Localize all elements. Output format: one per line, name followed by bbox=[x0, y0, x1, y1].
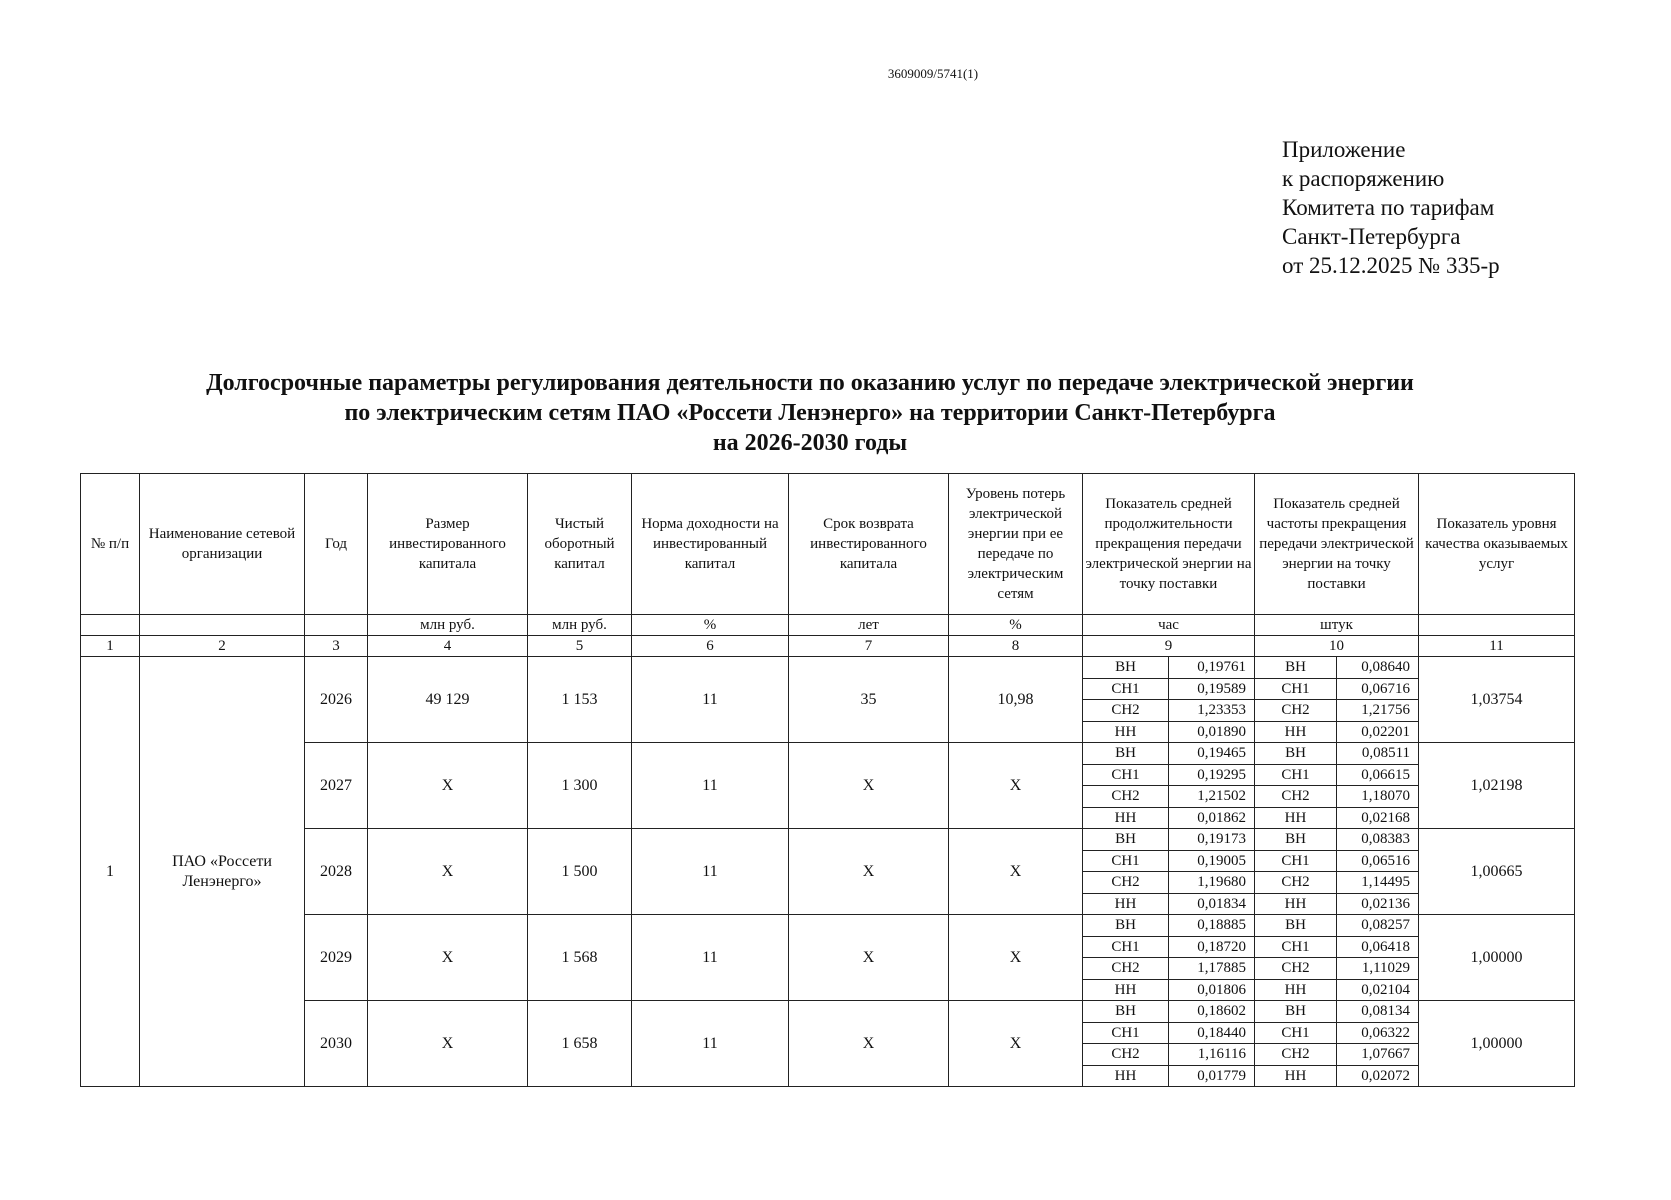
frequency-level: НН bbox=[1255, 979, 1337, 1001]
duration-level: НН bbox=[1083, 721, 1169, 743]
frequency-level: СН2 bbox=[1255, 1044, 1337, 1066]
duration-value: 1,21502 bbox=[1169, 786, 1255, 808]
duration-value: 0,19295 bbox=[1169, 764, 1255, 786]
capital-cell: Х bbox=[368, 1001, 528, 1087]
duration-level: СН1 bbox=[1083, 850, 1169, 872]
duration-level: СН1 bbox=[1083, 936, 1169, 958]
duration-level: ВН bbox=[1083, 743, 1169, 765]
frequency-level: НН bbox=[1255, 1065, 1337, 1087]
unit-cell: лет bbox=[789, 615, 949, 636]
unit-cell: % bbox=[949, 615, 1083, 636]
frequency-value: 1,21756 bbox=[1337, 700, 1419, 722]
working-capital-cell: 1 500 bbox=[528, 829, 632, 915]
duration-value: 0,19761 bbox=[1169, 657, 1255, 679]
unit-cell: штук bbox=[1255, 615, 1419, 636]
duration-level: НН bbox=[1083, 893, 1169, 915]
frequency-level: СН2 bbox=[1255, 958, 1337, 980]
header-cell: Норма доходности на инвестированный капитал bbox=[632, 474, 789, 615]
title-line: на 2026-2030 годы bbox=[712, 430, 908, 456]
column-number: 8 bbox=[949, 636, 1083, 657]
frequency-value: 0,08257 bbox=[1337, 915, 1419, 937]
frequency-level: ВН bbox=[1255, 743, 1337, 765]
duration-value: 0,18602 bbox=[1169, 1001, 1255, 1023]
frequency-value: 0,06615 bbox=[1337, 764, 1419, 786]
duration-value: 1,19680 bbox=[1169, 872, 1255, 894]
duration-level: НН bbox=[1083, 979, 1169, 1001]
quality-cell: 1,02198 bbox=[1419, 743, 1575, 829]
duration-value: 0,01890 bbox=[1169, 721, 1255, 743]
working-capital-cell: 1 300 bbox=[528, 743, 632, 829]
header-cell: Наименование сетевой организации bbox=[140, 474, 305, 615]
duration-level: СН1 bbox=[1083, 1022, 1169, 1044]
duration-value: 0,18720 bbox=[1169, 936, 1255, 958]
unit-cell bbox=[305, 615, 368, 636]
column-numbers-row bbox=[81, 636, 1575, 657]
duration-value: 0,01834 bbox=[1169, 893, 1255, 915]
unit-cell: млн руб. bbox=[368, 615, 528, 636]
column-number: 6 bbox=[632, 636, 789, 657]
year-cell: 2027 bbox=[305, 743, 368, 829]
duration-level: СН2 bbox=[1083, 872, 1169, 894]
frequency-value: 0,02168 bbox=[1337, 807, 1419, 829]
quality-cell: 1,03754 bbox=[1419, 657, 1575, 743]
working-capital-cell: 1 153 bbox=[528, 657, 632, 743]
frequency-value: 0,08134 bbox=[1337, 1001, 1419, 1023]
duration-level: ВН bbox=[1083, 915, 1169, 937]
appendix-line: Санкт-Петербурга bbox=[1282, 224, 1461, 249]
rate-cell: 11 bbox=[632, 657, 789, 743]
losses-cell: 10,98 bbox=[949, 657, 1083, 743]
frequency-level: НН bbox=[1255, 893, 1337, 915]
duration-level: СН1 bbox=[1083, 764, 1169, 786]
frequency-level: СН2 bbox=[1255, 872, 1337, 894]
header-cell: Показатель уровня качества оказываемых услуг bbox=[1419, 474, 1575, 615]
term-cell: Х bbox=[789, 829, 949, 915]
duration-value: 1,16116 bbox=[1169, 1044, 1255, 1066]
frequency-value: 0,08383 bbox=[1337, 829, 1419, 851]
unit-cell bbox=[81, 615, 140, 636]
capital-cell: Х bbox=[368, 915, 528, 1001]
frequency-value: 0,06516 bbox=[1337, 850, 1419, 872]
duration-value: 0,19589 bbox=[1169, 678, 1255, 700]
frequency-level: НН bbox=[1255, 807, 1337, 829]
appendix-block bbox=[1282, 135, 1500, 280]
duration-level: СН1 bbox=[1083, 678, 1169, 700]
duration-value: 0,19173 bbox=[1169, 829, 1255, 851]
frequency-value: 1,18070 bbox=[1337, 786, 1419, 808]
unit-cell: % bbox=[632, 615, 789, 636]
term-cell: Х bbox=[789, 743, 949, 829]
appendix-line: к распоряжению bbox=[1282, 166, 1445, 191]
frequency-level: СН1 bbox=[1255, 936, 1337, 958]
frequency-level: СН1 bbox=[1255, 1022, 1337, 1044]
duration-level: ВН bbox=[1083, 657, 1169, 679]
duration-level: ВН bbox=[1083, 829, 1169, 851]
rate-cell: 11 bbox=[632, 829, 789, 915]
column-number: 11 bbox=[1419, 636, 1575, 657]
row-number-cell: 1 bbox=[81, 657, 140, 1087]
frequency-value: 0,08511 bbox=[1337, 743, 1419, 765]
frequency-level: ВН bbox=[1255, 1001, 1337, 1023]
document-title bbox=[80, 368, 1540, 458]
duration-value: 0,19465 bbox=[1169, 743, 1255, 765]
year-cell: 2029 bbox=[305, 915, 368, 1001]
title-line: Долгосрочные параметры регулирования деятельности по оказанию услуг по передаче электрической энергии bbox=[206, 370, 1414, 396]
appendix-line: от 25.12.2025 № 335-р bbox=[1282, 253, 1500, 278]
appendix-line: Комитета по тарифам bbox=[1282, 195, 1495, 220]
header-cell: Показатель средней частоты прекращения передачи электрической энергии на точку поставки bbox=[1255, 474, 1419, 615]
frequency-value: 1,14495 bbox=[1337, 872, 1419, 894]
header-cell: Год bbox=[305, 474, 368, 615]
term-cell: Х bbox=[789, 1001, 949, 1087]
frequency-level: СН2 bbox=[1255, 700, 1337, 722]
header-cell: Срок возврата инвестированного капитала bbox=[789, 474, 949, 615]
table-row bbox=[81, 657, 1575, 679]
column-number: 7 bbox=[789, 636, 949, 657]
frequency-level: СН1 bbox=[1255, 764, 1337, 786]
frequency-level: ВН bbox=[1255, 915, 1337, 937]
duration-level: НН bbox=[1083, 1065, 1169, 1087]
frequency-value: 0,08640 bbox=[1337, 657, 1419, 679]
units-row bbox=[81, 615, 1575, 636]
column-number: 10 bbox=[1255, 636, 1419, 657]
table-row bbox=[81, 829, 1575, 851]
column-number: 3 bbox=[305, 636, 368, 657]
term-cell: 35 bbox=[789, 657, 949, 743]
column-number: 1 bbox=[81, 636, 140, 657]
frequency-value: 0,06418 bbox=[1337, 936, 1419, 958]
header-cell: Уровень потерь электрической энергии при ее передаче по электрическим сетям bbox=[949, 474, 1083, 615]
parameters-table bbox=[80, 473, 1575, 1087]
rate-cell: 11 bbox=[632, 1001, 789, 1087]
header-cell: Чистый оборотный капитал bbox=[528, 474, 632, 615]
frequency-value: 0,02201 bbox=[1337, 721, 1419, 743]
duration-value: 1,17885 bbox=[1169, 958, 1255, 980]
duration-value: 0,01779 bbox=[1169, 1065, 1255, 1087]
frequency-level: НН bbox=[1255, 721, 1337, 743]
capital-cell: Х bbox=[368, 829, 528, 915]
duration-value: 0,01806 bbox=[1169, 979, 1255, 1001]
frequency-level: СН2 bbox=[1255, 786, 1337, 808]
appendix-line: Приложение bbox=[1282, 137, 1406, 162]
column-number: 2 bbox=[140, 636, 305, 657]
rate-cell: 11 bbox=[632, 743, 789, 829]
frequency-value: 0,02072 bbox=[1337, 1065, 1419, 1087]
duration-level: НН bbox=[1083, 807, 1169, 829]
quality-cell: 1,00000 bbox=[1419, 1001, 1575, 1087]
frequency-level: СН1 bbox=[1255, 850, 1337, 872]
losses-cell: Х bbox=[949, 1001, 1083, 1087]
table-row bbox=[81, 1001, 1575, 1023]
duration-level: СН2 bbox=[1083, 700, 1169, 722]
term-cell: Х bbox=[789, 915, 949, 1001]
frequency-value: 0,02104 bbox=[1337, 979, 1419, 1001]
unit-cell: млн руб. bbox=[528, 615, 632, 636]
unit-cell bbox=[1419, 615, 1575, 636]
column-number: 4 bbox=[368, 636, 528, 657]
capital-cell: Х bbox=[368, 743, 528, 829]
rate-cell: 11 bbox=[632, 915, 789, 1001]
capital-cell: 49 129 bbox=[368, 657, 528, 743]
organization-cell: ПАО «Россети Ленэнерго» bbox=[140, 657, 305, 1087]
duration-value: 0,18885 bbox=[1169, 915, 1255, 937]
frequency-value: 0,06322 bbox=[1337, 1022, 1419, 1044]
frequency-value: 1,07667 bbox=[1337, 1044, 1419, 1066]
duration-level: СН2 bbox=[1083, 958, 1169, 980]
duration-value: 0,18440 bbox=[1169, 1022, 1255, 1044]
frequency-level: ВН bbox=[1255, 829, 1337, 851]
losses-cell: Х bbox=[949, 743, 1083, 829]
frequency-level: СН1 bbox=[1255, 678, 1337, 700]
duration-level: СН2 bbox=[1083, 1044, 1169, 1066]
header-cell: Показатель средней продолжительности прекращения передачи электрической энергии на точку поставки bbox=[1083, 474, 1255, 615]
table-row bbox=[81, 743, 1575, 765]
working-capital-cell: 1 568 bbox=[528, 915, 632, 1001]
header-cell: Размер инвестированного капитала bbox=[368, 474, 528, 615]
title-line: по электрическим сетям ПАО «Россети Ленэнерго» на территории Санкт-Петербурга bbox=[344, 400, 1276, 426]
unit-cell: час bbox=[1083, 615, 1255, 636]
duration-level: ВН bbox=[1083, 1001, 1169, 1023]
year-cell: 2026 bbox=[305, 657, 368, 743]
frequency-value: 0,06716 bbox=[1337, 678, 1419, 700]
duration-value: 1,23353 bbox=[1169, 700, 1255, 722]
duration-level: СН2 bbox=[1083, 786, 1169, 808]
quality-cell: 1,00665 bbox=[1419, 829, 1575, 915]
unit-cell bbox=[140, 615, 305, 636]
duration-value: 0,19005 bbox=[1169, 850, 1255, 872]
table-row bbox=[81, 915, 1575, 937]
working-capital-cell: 1 658 bbox=[528, 1001, 632, 1087]
duration-value: 0,01862 bbox=[1169, 807, 1255, 829]
header-row bbox=[81, 474, 1575, 615]
frequency-value: 0,02136 bbox=[1337, 893, 1419, 915]
year-cell: 2030 bbox=[305, 1001, 368, 1087]
year-cell: 2028 bbox=[305, 829, 368, 915]
quality-cell: 1,00000 bbox=[1419, 915, 1575, 1001]
losses-cell: Х bbox=[949, 829, 1083, 915]
document-number: 3609009/5741(1) bbox=[887, 66, 979, 81]
column-number: 9 bbox=[1083, 636, 1255, 657]
column-number: 5 bbox=[528, 636, 632, 657]
losses-cell: Х bbox=[949, 915, 1083, 1001]
header-cell: № п/п bbox=[81, 474, 140, 615]
frequency-value: 1,11029 bbox=[1337, 958, 1419, 980]
frequency-level: ВН bbox=[1255, 657, 1337, 679]
